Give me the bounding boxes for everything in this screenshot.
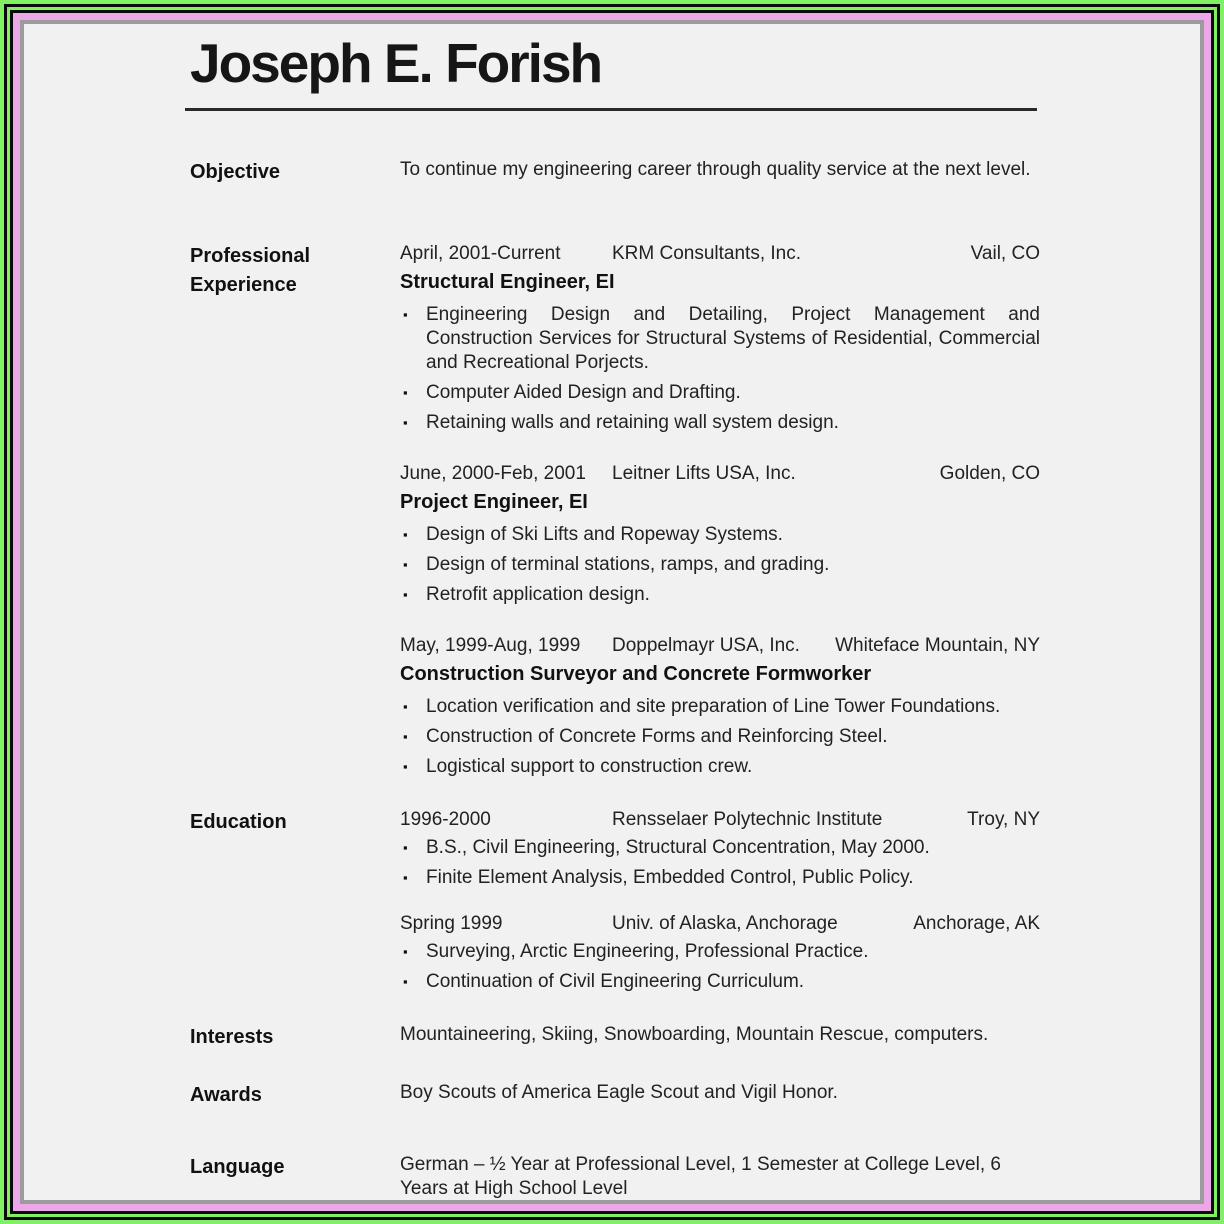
job-location: Vail, CO <box>970 243 1040 264</box>
job-dates: June, 2000-Feb, 2001 <box>400 463 586 484</box>
bullet-item <box>400 970 1040 994</box>
bullet-icon: ▪ <box>403 870 408 885</box>
section-label: Objective <box>190 161 281 183</box>
bullet-item <box>400 553 1040 577</box>
job-bullets <box>400 523 1040 607</box>
school-header <box>400 808 1040 832</box>
section-objective <box>190 158 1040 187</box>
section-interests <box>190 1023 1040 1052</box>
school-location: Troy, NY <box>967 809 1040 830</box>
bullet-icon: ▪ <box>403 587 408 602</box>
job-header <box>400 634 1040 658</box>
bullet-item <box>400 755 1040 779</box>
school-entry <box>400 808 1040 890</box>
school-entry <box>400 912 1040 994</box>
job-entry <box>400 242 1040 435</box>
bullet-item <box>400 725 1040 749</box>
job-company: Leitner Lifts USA, Inc. <box>612 463 796 484</box>
school-bullets <box>400 836 1040 890</box>
school-bullets <box>400 940 1040 994</box>
objective-text: To continue my engineering career through quality service at the next level. <box>400 159 1031 180</box>
bullet-icon: ▪ <box>403 557 408 572</box>
section-label <box>190 242 400 300</box>
interests-text: Mountaineering, Skiing, Snowboarding, Mountain Rescue, computers. <box>400 1024 989 1045</box>
bullet-item <box>400 866 1040 890</box>
education-body <box>400 808 1040 994</box>
bullet-text: Computer Aided Design and Drafting. <box>426 382 741 403</box>
job-entry <box>400 462 1040 607</box>
section-label-line1: Professional <box>190 245 311 267</box>
bullet-icon: ▪ <box>403 385 408 400</box>
language-text: German – ½ Year at Professional Level, 1 Semester at College Level, 6 Years at High School Level <box>400 1154 1001 1199</box>
bullet-item <box>400 836 1040 860</box>
awards-text: Boy Scouts of America Eagle Scout and Vigil Honor. <box>400 1082 838 1103</box>
section-experience <box>190 242 1040 779</box>
school-name: Rensselaer Polytechnic Institute <box>612 809 883 830</box>
resume-name: Joseph E. Forish <box>190 32 602 94</box>
frame-pink <box>13 13 1211 1211</box>
frame-black-outer <box>4 4 1220 1220</box>
bullet-icon: ▪ <box>403 759 408 774</box>
job-header <box>400 242 1040 266</box>
bullet-icon: ▪ <box>403 415 408 430</box>
bullet-icon: ▪ <box>403 729 408 744</box>
section-awards <box>190 1081 1040 1110</box>
bullet-item <box>400 381 1040 405</box>
bullet-icon: ▪ <box>403 944 408 959</box>
bullet-item <box>400 583 1040 607</box>
bullet-text: Continuation of Civil Engineering Curriculum. <box>426 971 805 992</box>
bullet-text: Design of terminal stations, ramps, and grading. <box>426 554 830 575</box>
job-bullets <box>400 695 1040 779</box>
bullet-text: Location verification and site preparation of Line Tower Foundations. <box>426 696 1001 717</box>
job-location: Whiteface Mountain, NY <box>835 635 1040 656</box>
job-company: Doppelmayr USA, Inc. <box>612 635 800 656</box>
job-header <box>400 462 1040 486</box>
school-location: Anchorage, AK <box>913 913 1040 934</box>
bullet-item <box>400 523 1040 547</box>
experience-body <box>400 242 1040 779</box>
bullet-text: Logistical support to construction crew. <box>426 756 753 777</box>
bullet-text: Construction of Concrete Forms and Reinforcing Steel. <box>426 726 888 747</box>
frame-gray <box>20 20 1204 1204</box>
section-education <box>190 808 1040 994</box>
bullet-text: Design of Ski Lifts and Ropeway Systems. <box>426 524 783 545</box>
school-dates: 1996-2000 <box>400 809 491 830</box>
section-label: Language <box>190 1156 285 1178</box>
job-dates: April, 2001-Current <box>400 243 561 264</box>
section-label-line2: Experience <box>190 274 297 296</box>
frame-green-inner <box>7 7 1217 1217</box>
section-label: Awards <box>190 1084 262 1106</box>
section-language <box>190 1153 1040 1200</box>
bullet-text: Retrofit application design. <box>426 584 650 605</box>
bullet-item <box>400 303 1040 375</box>
bullet-item <box>400 411 1040 435</box>
bullet-text: B.S., Civil Engineering, Structural Concentration, May 2000. <box>426 837 930 858</box>
resume-page <box>24 24 1200 1200</box>
school-dates: Spring 1999 <box>400 913 503 934</box>
bullet-item <box>400 940 1040 964</box>
job-title: Construction Surveyor and Concrete Formworker <box>400 663 872 685</box>
bullet-icon: ▪ <box>403 974 408 989</box>
bullet-icon: ▪ <box>403 840 408 855</box>
job-entry <box>400 634 1040 779</box>
title-divider <box>185 108 1037 111</box>
frame-black-inner <box>10 10 1214 1214</box>
school-name: Univ. of Alaska, Anchorage <box>612 913 838 934</box>
job-title: Project Engineer, EI <box>400 491 588 513</box>
bullet-text: Finite Element Analysis, Embedded Control, Public Policy. <box>426 867 914 888</box>
job-title: Structural Engineer, EI <box>400 271 615 293</box>
school-header <box>400 912 1040 936</box>
job-location: Golden, CO <box>939 463 1040 484</box>
job-company: KRM Consultants, Inc. <box>612 243 802 264</box>
bullet-text: Retaining walls and retaining wall system design. <box>426 412 839 433</box>
bullet-icon: ▪ <box>403 307 408 322</box>
bullet-text: Surveying, Arctic Engineering, Professional Practice. <box>426 941 869 962</box>
job-bullets <box>400 303 1040 435</box>
bullet-item <box>400 695 1040 719</box>
bullet-icon: ▪ <box>403 527 408 542</box>
section-label: Education <box>190 811 287 833</box>
job-dates: May, 1999-Aug, 1999 <box>400 635 581 656</box>
section-label: Interests <box>190 1026 274 1048</box>
bullet-icon: ▪ <box>403 699 408 714</box>
bullet-text: Engineering Design and Detailing, Project Management and Construction Services for Structural Systems of Residential, Commercial and Recreational Porjects. <box>426 304 1040 373</box>
